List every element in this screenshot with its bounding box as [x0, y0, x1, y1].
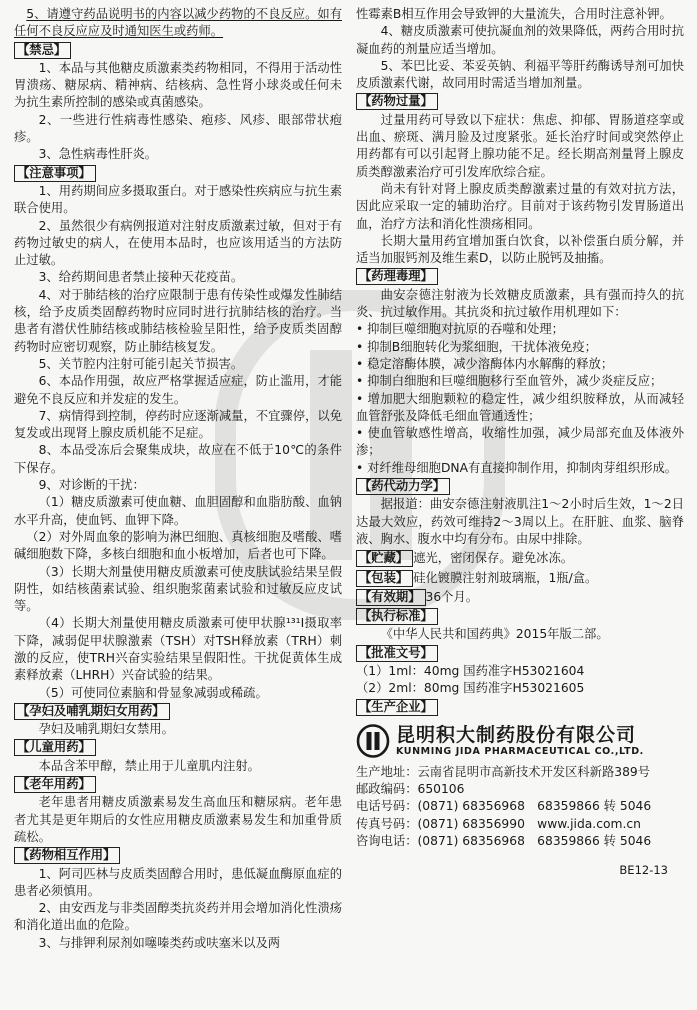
left-column	[14, 6, 342, 952]
paragraph: （1）1ml：40mg 国药准字H53021604	[356, 663, 585, 678]
paragraph: （2）2ml：80mg 国药准字H53021605	[356, 681, 585, 696]
paragraph: （4）长期大剂量使用糖皮质激素可使甲状腺¹³¹I摄取率下降，减弱促甲状腺激素（TSH）对TSH释放素（TRH）刺激的反应，使TRH兴奋实验结果呈假阳性。干扰促黄体生成素释放素（LHRH）兴奋试验的结果。	[14, 616, 342, 683]
paragraph: 孕妇及哺乳期妇女禁用。	[38, 722, 174, 737]
section-heading-label: 【药物过量】	[356, 93, 438, 110]
section-heading	[14, 776, 342, 793]
section-heading-label: 【药物相互作用】	[14, 847, 120, 864]
paragraph: 1、阿司匹林与皮质类固醇合用时，患低凝血酶原血症的患者必须慎用。	[14, 866, 342, 898]
info-value: (0871) 68356990 www.jida.com.cn	[417, 816, 641, 831]
section-heading	[14, 739, 342, 756]
section-heading-label: 【包装】	[356, 570, 413, 587]
document-code: BE12-13	[619, 863, 668, 878]
section-heading	[14, 703, 342, 720]
company-info	[356, 764, 684, 850]
inline-section	[356, 589, 684, 606]
info-phone	[356, 798, 684, 815]
info-label: 咨询电话：	[356, 834, 418, 849]
paragraph: 6、本品作用强，故应严格掌握适应症，防止滥用，才能避免不良反应和并发症的发生。	[14, 374, 342, 406]
section-heading-label: 【执行标准】	[356, 608, 438, 625]
section-text: 遮光，密闭保存。避免冰冻。	[413, 551, 574, 566]
paragraph: 5、关节腔内注射可能引起关节损害。	[38, 356, 244, 371]
section-heading-label: 【批准文号】	[356, 645, 438, 662]
info-value: (0871) 68356968 68359866 转 5046	[417, 799, 652, 814]
paragraph: 本品含苯甲醇，禁止用于儿童肌内注射。	[38, 758, 260, 773]
section-heading-label: 【老年用药】	[14, 776, 96, 793]
paragraph: 3、急性病毒性肝炎。	[38, 147, 158, 162]
inline-section	[356, 570, 684, 587]
paragraph: 9、对诊断的干扰：	[38, 478, 145, 493]
paragraph: 4、糖皮质激素可使抗凝血剂的效果降低，两药合用时抗凝血药的剂量应适当增加。	[356, 24, 684, 56]
paragraph: 长期大量用药宜增加蛋白饮食，以补偿蛋白质分解，并适当加服钙剂及维生素D，以防止脱钙及抽搐。	[356, 233, 684, 266]
info-label: 邮政编码：	[356, 782, 418, 797]
paragraph: 2、由安西龙与非类固醇类抗炎药并用会增加消化性溃疡和消化道出血的危险。	[14, 901, 342, 933]
bullet-item: • 增加肥大细胞颗粒的稳定性，减少组织胺释放，从而减轻血管舒张及降低毛细血管通透性；	[356, 391, 684, 426]
paragraph: 老年患者用糖皮质激素易发生高血压和糖尿病。老年患者尤其是更年期后的女性应用糖皮质激素易发生和加重骨质疏松。	[14, 795, 342, 844]
paragraph: 过量用药可导致以下症状：焦虑、抑郁、胃肠道痉挛或出血、瘀斑、满月脸及过度紧张。延长治疗时间或突然停止用药都有可以引起肾上腺功能不足。经长期高剂量肾上腺皮质类醇激素治疗可引发库欣综合症。	[356, 112, 684, 179]
info-value: 650106	[417, 782, 465, 797]
paragraph: 尚未有针对肾上腺皮质类醇激素过量的有效对抗方法，因此应采取一定的辅助治疗。目前对于该药物引发胃肠道出血，治疗方法和消化性溃疡相同。	[356, 181, 684, 231]
section-heading-label: 【药理毒理】	[356, 268, 438, 285]
section-heading	[356, 93, 684, 110]
inline-section	[356, 550, 684, 567]
bullet-item: • 使血管敏感性增高，收缩性加强，减少局部充血及体液外渗；	[356, 425, 684, 460]
section-heading	[14, 42, 342, 59]
paragraph: 5、请遵守药品说明书的内容以减少药物的不良反应。如有任何不良反应应及时通知医生或药师。	[14, 7, 342, 39]
paragraph: （3）长期大剂量使用糖皮质激素可使皮肤试验结果呈假阴性，如结核菌素试验、组织胞浆菌素试验和过敏反应皮试等。	[14, 564, 342, 614]
section-heading-label: 【禁忌】	[14, 42, 71, 59]
section-heading	[356, 478, 684, 495]
info-label: 电话号码：	[356, 799, 418, 814]
bullet-item: • 稳定溶酶体膜，减少溶酶体内水解酶的释放；	[356, 356, 684, 373]
paragraph: （2）对外周血象的影响为淋巴细胞、真核细胞及嗜酸、嗜碱细胞数下降，多核白细胞和血小板增加，后者也可下降。	[14, 529, 342, 562]
paragraph: 性霉素B相互作用会导致钾的大量流失，合用时注意补钾。	[356, 7, 672, 21]
bullet-item: • 抑制巨噬细胞对抗原的吞噬和处理；	[356, 321, 684, 338]
info-label: 生产地址：	[356, 764, 418, 779]
paragraph: 1、用药期间应多摄取蛋白。对于感染性疾病应与抗生素联合使用。	[14, 183, 342, 216]
paragraph: 8、本品受冻后会聚集成块，故应在不低于10℃的条件下保存。	[14, 443, 342, 475]
info-fax	[356, 816, 684, 833]
info-hotline	[356, 833, 684, 850]
bullet-item: • 抑制B细胞转化为浆细胞，干扰体液免疫；	[356, 339, 684, 356]
section-heading-label: 【生产企业】	[356, 699, 438, 716]
info-address	[356, 764, 684, 781]
paragraph: 2、虽然很少有病例报道对注射皮质激素过敏，但对于有药物过敏史的病人，在使用本品时，也应该用适当的方法防止过敏。	[14, 218, 342, 268]
paragraph: 据报道：曲安奈德注射液肌注1～2小时后生效，1～2日达最大效应，药效可维持2～3周以上。在肝脏、血浆、脑脊液、胸水、腹水中均有分布。由尿中排除。	[356, 497, 684, 546]
section-heading-label: 【儿童用药】	[14, 739, 96, 756]
paragraph: 3、给药期间患者禁止接种天花疫苗。	[38, 270, 244, 285]
paragraph: 2、一些进行性病毒性感染、疱疹、风疹、眼部带状疱疹。	[14, 112, 342, 145]
section-heading	[356, 699, 684, 716]
paragraph: 5、苯巴比妥、苯妥英钠、利福平等肝药酶诱导剂可加快皮质激素代谢，故同用时需适当增加剂量。	[356, 58, 684, 91]
paragraph: 4、对于肺结核的治疗应限制于患有传染性或爆发性肺结核，给予皮质类固醇药物时应同时进行抗肺结核的治疗。当患者有潜伏性肺结核或肺结核检验呈阳性，给予皮质类固醇药物时应密切观察，防止肺结核复发。	[14, 287, 342, 354]
paragraph: 1、本品与其他糖皮质激素类药物相同，不得用于活动性胃溃疡、糖尿病、精神病、结核病、急性肾小球炎或任何未为抗生素所控制的感染或真菌感染。	[14, 60, 342, 110]
section-heading-label: 【有效期】	[356, 589, 426, 606]
paragraph: 3、与排钾利尿剂如噻嗪类药或呋塞米以及两	[38, 935, 281, 950]
section-heading-label: 【孕妇及哺乳期妇女用药】	[14, 703, 170, 720]
section-heading-label: 【贮藏】	[356, 550, 413, 567]
info-label: 传真号码：	[356, 816, 418, 831]
company-name-en: KUNMING JIDA PHARMACEUTICAL CO.,LTD.	[396, 745, 644, 757]
paragraph: 《中华人民共和国药典》2015年版二部。	[380, 627, 609, 642]
info-value: (0871) 68356968 68359866 转 5046	[417, 834, 652, 849]
section-heading	[356, 645, 684, 662]
paragraph: 曲安奈德注射液为长效糖皮质激素，具有强而持久的抗炎、抗过敏作用。其抗炎和抗过敏作用机理如下：	[356, 287, 684, 320]
section-heading-label: 【注意事项】	[14, 165, 96, 182]
bullet-item: • 抑制白细胞和巨噬细胞移行至血管外，减少炎症反应；	[356, 373, 684, 390]
section-heading	[14, 847, 342, 864]
right-column	[356, 6, 684, 880]
bullet-item: • 对纤维母细胞DNA有直接抑制作用，抑制肉芽组织形成。	[356, 460, 684, 477]
info-postcode	[356, 781, 684, 798]
info-value: 云南省昆明市高新技术开发区科新路389号	[417, 764, 651, 779]
company-name-cn: 昆明积大制药股份有限公司	[396, 723, 637, 746]
company-logo-icon	[356, 724, 390, 758]
paragraph: （1）糖皮质激素可使血糖、血胆固醇和血脂肪酸、血钠水平升高，使血钙、血钾下降。	[14, 495, 342, 527]
section-text: 36个月。	[425, 589, 479, 604]
section-text: 硅化镀膜注射剂玻璃瓶，1瓶/盒。	[413, 570, 598, 585]
section-heading-label: 【药代动力学】	[356, 478, 450, 495]
company-header	[356, 724, 684, 758]
paragraph: 7、病情得到控制，停药时应逐渐减量，不宜骤停，以免复发或出现肾上腺皮质机能不足症。	[14, 408, 342, 441]
section-heading	[356, 608, 684, 625]
section-heading	[14, 165, 342, 182]
paragraph: （5）可使同位素脑和骨显象减弱或稀疏。	[38, 685, 268, 700]
section-heading	[356, 268, 684, 285]
